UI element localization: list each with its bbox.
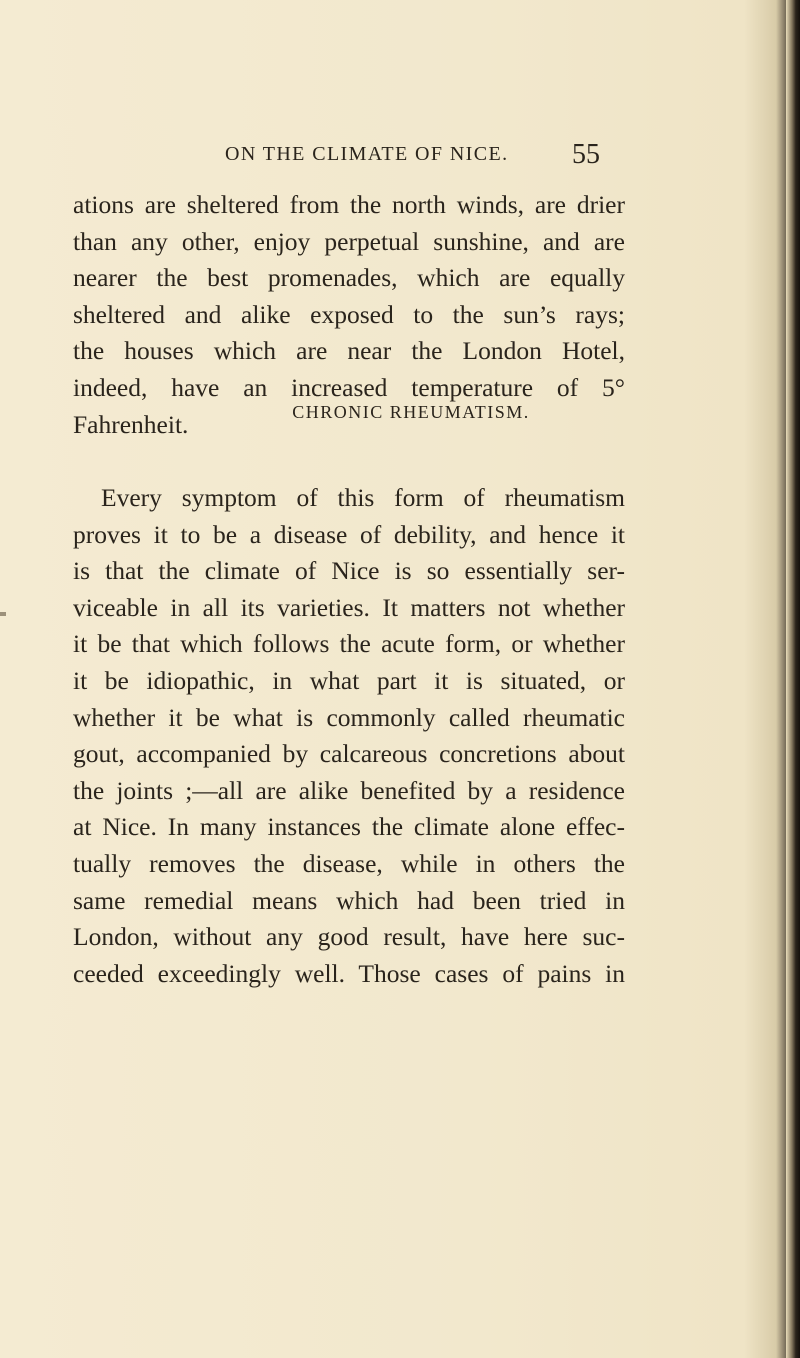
text-line: at Nice. In many instances the climate alone effec- [73,812,625,842]
paragraph-rheumatism [73,480,625,992]
text-line: same remedial means which had been tried in [73,885,625,915]
text-line: it be idiopathic, in what part it is situated, or [73,665,625,695]
text-line: indeed, have an increased temperature of 5° [73,372,625,402]
text-line: gout, accompanied by calcareous concretions about [73,739,625,769]
running-title: ON THE CLIMATE OF NICE. [225,143,509,165]
margin-mark [0,612,6,616]
text-line: whether it be what is commonly called rheumatic [73,702,625,732]
running-head [0,139,800,175]
text-line: ceeded exceedingly well. Those cases of pains in [73,958,625,988]
text-line: viceable in all its varieties. It matters not whether [73,592,625,622]
text-line: Fahrenheit. [73,409,189,439]
text-line: nearer the best promenades, which are equally [73,263,625,293]
section-heading: CHRONIC RHEUMATISM. [292,402,530,422]
text-line: is that the climate of Nice is so essentially ser- [73,556,625,586]
page-edge-shadow [786,0,800,1358]
text-line: the joints ;—all are alike benefited by a residence [73,775,625,805]
text-line: the houses which are near the London Hotel, [73,336,625,366]
text-line: sheltered and alike exposed to the sun’s rays; [73,299,625,329]
text-line: Every symptom of this form of rheumatism [101,483,625,512]
text-line: than any other, enjoy perpetual sunshine, and are [73,226,625,256]
text-line: London, without any good result, have here suc- [73,922,625,952]
page-number: 55 [572,139,600,170]
text-line: ations are sheltered from the north winds, are drier [73,190,625,219]
text-line: it be that which follows the acute form, or whether [73,629,625,659]
text-line: tually removes the disease, while in others the [73,848,625,878]
text-line: proves it to be a disease of debility, and hence it [73,519,625,549]
